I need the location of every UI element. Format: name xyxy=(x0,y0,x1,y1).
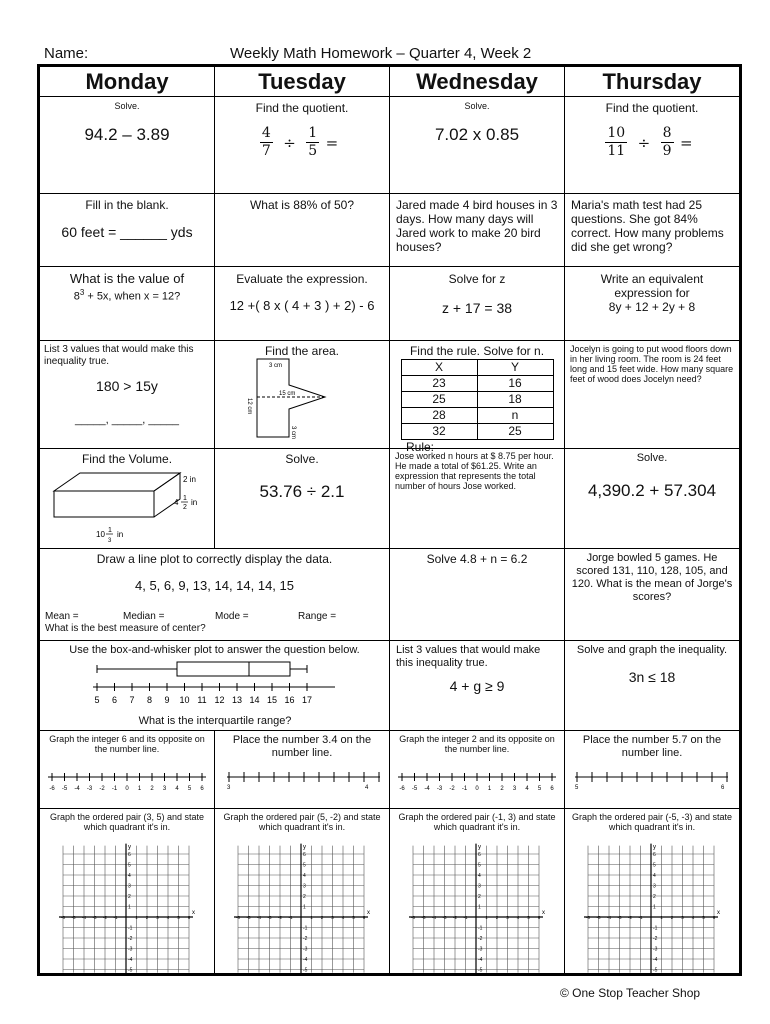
y-axis-label: y xyxy=(653,844,656,851)
tick-label: 3 xyxy=(162,786,167,792)
r6-data: 4, 5, 6, 9, 13, 14, 14, 14, 15 xyxy=(134,578,294,593)
x-tick-label: -3 xyxy=(442,915,447,920)
x-tick-label: -1 xyxy=(463,915,468,920)
r1-wed-instr: Solve. xyxy=(464,101,490,111)
length-den: 3 xyxy=(108,538,112,544)
tick-label: 0 xyxy=(475,786,479,792)
tick-label: 0 xyxy=(125,786,129,792)
worksheet-title: Weekly Math Homework – Quarter 4, Week 2 xyxy=(230,45,532,62)
r1-thu-instr: Find the quotient. xyxy=(605,101,699,115)
y-tick-label: -5 xyxy=(653,967,658,974)
tick-label: 13 xyxy=(231,695,243,705)
r6-wed xyxy=(390,549,565,640)
r5-thu xyxy=(565,449,739,548)
coordinate-grid xyxy=(579,837,729,973)
prism-figure xyxy=(50,467,210,545)
r7-thu xyxy=(565,641,739,730)
height-label: 2 in xyxy=(183,475,196,484)
r9-tue xyxy=(215,809,390,973)
r8-thu-text: Place the number 5.7 on the number line. xyxy=(582,734,722,759)
r4-tue xyxy=(215,341,390,448)
table-row: 23 16 xyxy=(401,376,553,392)
width-num: 1 xyxy=(183,495,187,502)
r4-tue-instr: Find the area. xyxy=(264,344,340,358)
x-tick-label: 5 xyxy=(527,915,530,920)
decimal-number-line xyxy=(573,769,733,795)
r8-tue xyxy=(215,731,390,808)
tick-label: 9 xyxy=(164,695,170,705)
tick-label: 6 xyxy=(550,786,554,792)
tick-label: -3 xyxy=(86,786,93,792)
r8-mon-text: Graph the integer 6 and its opposite on the number line. xyxy=(49,734,205,754)
r4-mon-expr: 180 > 15y xyxy=(96,378,158,394)
r9-wed xyxy=(390,809,565,973)
r5-mon-instr: Find the Volume. xyxy=(81,452,173,466)
x-tick-label: -3 xyxy=(267,915,272,920)
svg-text:6: 6 xyxy=(721,785,725,791)
r4-thu xyxy=(565,341,739,448)
day-tuesday: Tuesday xyxy=(215,67,390,96)
y-tick-label: -5 xyxy=(303,967,308,974)
x-tick-label: 6 xyxy=(187,915,191,920)
tick-label: 6 xyxy=(111,695,118,705)
width-unit: in xyxy=(191,498,198,507)
r9-thu-text: Graph the ordered pair (-5, -3) and state which quadrant it's in. xyxy=(571,812,733,832)
y-tick-label: -1 xyxy=(478,925,483,932)
r1-wed xyxy=(390,97,565,193)
equals-sign: = xyxy=(325,133,339,152)
r9-wed-text: Graph the ordered pair (-1, 3) and state which quadrant it's in. xyxy=(398,812,556,832)
x-tick-label: 3 xyxy=(681,915,684,920)
y-tick-label: 6 xyxy=(653,852,656,858)
copyright-footer: © One Stop Teacher Shop xyxy=(560,986,701,1000)
r2-mon xyxy=(40,194,215,266)
x-tick-label: 4 xyxy=(166,915,170,920)
tick-label: 8 xyxy=(146,695,153,705)
x-tick-label: 6 xyxy=(537,915,541,920)
row-7 xyxy=(40,641,739,731)
x-tick-label: -5 xyxy=(421,915,426,920)
r5-wed xyxy=(390,449,565,548)
x-tick-label: -6 xyxy=(585,915,591,920)
length-whole: 10 xyxy=(96,530,105,539)
svg-text:3: 3 xyxy=(227,785,231,791)
tick-label: -2 xyxy=(449,786,455,792)
r5-thu-expr: 4,390.2 + 57.304 xyxy=(587,481,717,500)
r1-tue-fractions xyxy=(215,125,389,160)
label-right: 3 cm xyxy=(290,426,296,440)
r8-thu xyxy=(565,731,739,808)
box-plot xyxy=(85,657,345,715)
r9-thu xyxy=(565,809,739,973)
tick-label: 1 xyxy=(137,786,142,792)
y-tick-label: -2 xyxy=(303,936,308,942)
row-4 xyxy=(40,341,739,454)
r1-tue xyxy=(215,97,390,193)
mode-label: Mode = xyxy=(215,611,249,622)
r7-left xyxy=(40,641,390,730)
width-den: 2 xyxy=(183,504,187,511)
label-left: 12 cm xyxy=(246,398,252,415)
x-tick-label: -4 xyxy=(431,915,437,920)
x-tick-label: 4 xyxy=(691,915,695,920)
y-tick-label: -1 xyxy=(303,925,308,932)
x-tick-label: -5 xyxy=(596,915,601,920)
y-tick-label: 2 xyxy=(478,894,481,900)
y-tick-label: -5 xyxy=(478,967,483,974)
y-tick-label: -5 xyxy=(128,967,133,974)
r6-thu-text: Jorge bowled 5 games. He scored 131, 110, 128, 105, and 120. What is the mean of Jorge's scores? xyxy=(571,552,733,603)
r9-tue-text: Graph the ordered pair (5, -2) and state which quadrant it's in. xyxy=(223,812,381,832)
y-tick-label: 2 xyxy=(653,894,656,900)
r2-thu-text: Maria's math test had 25 questions. She got 84% correct. How many problems did she get wrong? xyxy=(571,198,724,254)
tick-label: 4 xyxy=(525,786,529,792)
x-tick-label: -3 xyxy=(617,915,622,920)
table-row: 32 25 xyxy=(401,424,553,440)
day-monday: Monday xyxy=(40,67,215,96)
tick-label: 16 xyxy=(284,695,295,705)
row-3 xyxy=(40,267,739,341)
x-tick-label: -5 xyxy=(71,915,76,920)
y-axis-label: y xyxy=(303,844,306,851)
y-tick-label: -2 xyxy=(478,936,483,942)
r5-tue-expr: 53.76 ÷ 2.1 xyxy=(259,482,345,501)
x-tick-label: -6 xyxy=(235,915,241,920)
r1-wed-expr: 7.02 x 0.85 xyxy=(434,125,520,144)
x-tick-label: -6 xyxy=(410,915,416,920)
r4-wed xyxy=(390,341,565,454)
r2-mon-expr: 60 feet = ______ yds xyxy=(61,224,193,240)
row-9 xyxy=(40,809,739,973)
tick-label: 4 xyxy=(175,786,179,792)
r7-thu-instr: Solve and graph the inequality. xyxy=(576,644,728,656)
tick-label: 3 xyxy=(512,786,517,792)
length-unit: in xyxy=(117,530,124,539)
r3-thu-line2: expression for xyxy=(614,286,690,300)
y-tick-label: 5 xyxy=(303,862,306,869)
y-tick-label: -3 xyxy=(303,946,308,953)
r3-wed-expr: z + 17 = 38 xyxy=(441,300,513,316)
tick-label: 17 xyxy=(301,695,313,705)
r2-thu xyxy=(565,194,739,266)
r2-mon-instr: Fill in the blank. xyxy=(85,198,169,212)
y-tick-label: 6 xyxy=(128,852,131,858)
x-tick-label: 6 xyxy=(712,915,716,920)
row-6 xyxy=(40,549,739,641)
label-top: 3 cm xyxy=(269,363,283,369)
x-tick-label: -4 xyxy=(81,915,87,920)
r4-mon-text: List 3 values that would make this inequality true. xyxy=(44,344,194,367)
r3-tue xyxy=(215,267,390,340)
svg-text:5: 5 xyxy=(575,785,579,791)
r3-wed-instr: Solve for z xyxy=(448,272,506,286)
x-tick-label: 6 xyxy=(362,915,366,920)
tick-label: 5 xyxy=(94,695,100,705)
r8-tue-text: Place the number 3.4 on the number line. xyxy=(232,734,372,759)
svg-text:4: 4 xyxy=(365,785,369,791)
r1-thu xyxy=(565,97,739,193)
table-row: 28 n xyxy=(401,408,553,424)
area-figure xyxy=(247,357,367,447)
x-tick-label: 5 xyxy=(177,915,180,920)
fraction-4-7: $\frac{4}{7}$ xyxy=(261,125,271,159)
homework-grid xyxy=(37,64,742,976)
tick-label: 15 xyxy=(266,695,278,705)
x-tick-label: 5 xyxy=(352,915,355,920)
x-tick-label: -2 xyxy=(452,915,458,920)
x-tick-label: -2 xyxy=(627,915,633,920)
x-tick-label: 4 xyxy=(516,915,520,920)
tick-label: -5 xyxy=(411,786,418,792)
fraction-8-9: $\frac{8}{9}$ xyxy=(662,125,672,159)
tick-label: 1 xyxy=(487,786,492,792)
y-tick-label: 5 xyxy=(478,862,481,869)
box-plot-axis xyxy=(94,683,312,705)
iqr-question: What is the interquartile range? xyxy=(138,715,292,727)
tick-label: -4 xyxy=(424,786,430,792)
y-tick-label: 1 xyxy=(128,904,131,911)
r6-instr: Draw a line plot to correctly display the data. xyxy=(96,552,333,566)
x-tick-label: -5 xyxy=(246,915,251,920)
r3-tue-instr: Evaluate the expression. xyxy=(236,272,368,286)
row-5 xyxy=(40,449,739,549)
r3-mon-instr: What is the value of xyxy=(69,271,185,286)
r1-mon-expr: 94.2 – 3.89 xyxy=(84,125,170,144)
y-tick-label: -4 xyxy=(303,957,308,963)
y-tick-label: 3 xyxy=(653,883,656,890)
y-tick-label: 4 xyxy=(653,873,656,879)
x-axis-label: x xyxy=(192,910,195,916)
r1-mon-instr: Solve. xyxy=(114,101,140,111)
y-tick-label: -4 xyxy=(128,957,133,963)
range-label: Range = xyxy=(298,611,337,622)
divide-sign: ÷ xyxy=(283,133,296,152)
x-axis-label: x xyxy=(542,910,545,916)
r9-mon xyxy=(40,809,215,973)
x-tick-label: 2 xyxy=(145,915,149,920)
tick-label: -5 xyxy=(61,786,68,792)
r1-mon xyxy=(40,97,215,193)
r4-mon xyxy=(40,341,215,448)
table-row: 25 18 xyxy=(401,392,553,408)
y-tick-label: 3 xyxy=(478,883,481,890)
x-tick-label: -1 xyxy=(638,915,643,920)
x-axis-label: x xyxy=(367,910,370,916)
y-tick-label: 5 xyxy=(128,862,131,869)
tick-label: -2 xyxy=(99,786,105,792)
tick-label: -6 xyxy=(49,786,55,792)
x-tick-label: -4 xyxy=(256,915,262,920)
r4-wed-instr: Find the rule. Solve for n. xyxy=(409,344,545,358)
width-whole: 4 xyxy=(174,498,179,507)
y-tick-label: 4 xyxy=(303,873,306,879)
y-tick-label: 4 xyxy=(128,873,131,879)
integer-number-line xyxy=(46,769,211,795)
x-tick-label: 2 xyxy=(320,915,324,920)
median-label: Median = xyxy=(123,611,165,622)
y-tick-label: -1 xyxy=(128,925,133,932)
fraction-10-11: $\frac{10}{11}$ xyxy=(607,125,626,159)
label-mid: 15 cm xyxy=(279,391,296,397)
r6-wed-instr: Solve 4.8 + n = 6.2 xyxy=(426,552,528,566)
day-wednesday: Wednesday xyxy=(390,67,565,96)
x-axis-label: x xyxy=(717,910,720,916)
y-tick-label: 1 xyxy=(303,904,306,911)
x-tick-label: 1 xyxy=(310,915,313,920)
x-tick-label: 1 xyxy=(135,915,138,920)
r4-mon-blanks: _____, _____, _____ xyxy=(75,414,179,426)
day-thursday: Thursday xyxy=(602,69,702,94)
tick-label: 2 xyxy=(500,786,504,792)
name-label: Name: xyxy=(44,45,89,62)
x-tick-label: -1 xyxy=(113,915,118,920)
r7-instr: Use the box-and-whisker plot to answer the question below. xyxy=(69,644,360,656)
r6-left xyxy=(40,549,390,640)
y-tick-label: 3 xyxy=(128,883,131,890)
y-tick-label: 6 xyxy=(478,852,481,858)
tick-label: 5 xyxy=(537,786,542,792)
x-tick-label: 5 xyxy=(702,915,705,920)
y-tick-label: -3 xyxy=(128,946,133,953)
coordinate-grid xyxy=(229,837,379,973)
decimal-number-line xyxy=(225,769,385,795)
r6-thu xyxy=(565,549,739,640)
y-axis-label: y xyxy=(128,844,131,851)
x-tick-label: 2 xyxy=(670,915,674,920)
r2-wed-text: Jared made 4 bird houses in 3 days. How many days will Jared work to make 20 bird houses? xyxy=(396,198,558,254)
tick-label: -3 xyxy=(436,786,443,792)
y-tick-label: 6 xyxy=(303,852,306,858)
y-tick-label: -4 xyxy=(478,957,483,963)
r2-wed xyxy=(390,194,565,266)
row-2 xyxy=(40,194,739,267)
coordinate-grid xyxy=(404,837,554,973)
y-tick-label: 2 xyxy=(303,894,306,900)
r7-wed-expr: 4 + g ≥ 9 xyxy=(449,678,505,694)
best-measure-question: What is the best measure of center? xyxy=(45,623,206,634)
integer-number-line xyxy=(396,769,561,795)
y-axis-label: y xyxy=(478,844,481,851)
day-header-row xyxy=(40,67,739,97)
y-tick-label: 5 xyxy=(653,862,656,869)
r1-tue-instr: Find the quotient. xyxy=(255,101,349,115)
mean-label: Mean = xyxy=(45,611,79,622)
x-tick-label: -4 xyxy=(606,915,612,920)
y-tick-label: -3 xyxy=(478,946,483,953)
y-tick-label: 1 xyxy=(478,904,481,911)
x-tick-label: 3 xyxy=(506,915,509,920)
tick-label: 6 xyxy=(200,786,204,792)
r3-mon-expr: $8^3 + 5x$, when x = 12? xyxy=(73,288,181,303)
r5-mon xyxy=(40,449,215,548)
tick-label: 2 xyxy=(150,786,154,792)
r5-tue xyxy=(215,449,390,548)
tick-label: -1 xyxy=(111,786,118,792)
r2-tue xyxy=(215,194,390,266)
length-num: 1 xyxy=(108,527,112,534)
r3-thu-line1: Write an equivalent xyxy=(600,272,704,286)
r1-thu-fractions xyxy=(565,125,739,160)
r8-wed xyxy=(390,731,565,808)
r3-tue-expr: 12 +( 8 x ( 4 + 3 ) + 2) - 6 xyxy=(229,298,375,313)
row-8 xyxy=(40,731,739,809)
x-tick-label: 3 xyxy=(331,915,334,920)
coordinate-grid xyxy=(54,837,204,973)
y-tick-label: 4 xyxy=(478,873,481,879)
y-tick-label: -2 xyxy=(653,936,658,942)
y-tick-label: -4 xyxy=(653,957,658,963)
x-tick-label: 2 xyxy=(495,915,499,920)
x-tick-label: 3 xyxy=(156,915,159,920)
r8-wed-text: Graph the integer 2 and its opposite on the number line. xyxy=(399,734,555,754)
r2-tue-instr: What is 88% of 50? xyxy=(249,198,355,212)
tick-label: 7 xyxy=(129,695,135,705)
x-tick-label: -3 xyxy=(92,915,97,920)
x-tick-label: -2 xyxy=(277,915,283,920)
x-tick-label: 1 xyxy=(485,915,488,920)
r3-wed xyxy=(390,267,565,340)
y-tick-label: 3 xyxy=(303,883,306,890)
tick-label: -1 xyxy=(461,786,468,792)
x-tick-label: -6 xyxy=(60,915,66,920)
tick-label: 14 xyxy=(249,695,260,705)
r7-wed-text: List 3 values that would make this inequality true. xyxy=(396,644,541,669)
r7-thu-expr: 3n ≤ 18 xyxy=(628,669,676,685)
y-tick-label: 1 xyxy=(653,904,656,911)
rule-table xyxy=(401,359,554,440)
divide-sign: ÷ xyxy=(637,133,651,152)
tick-label: 11 xyxy=(197,695,207,705)
x-tick-label: -2 xyxy=(102,915,108,920)
x-tick-label: -1 xyxy=(288,915,293,920)
r5-tue-instr: Solve. xyxy=(285,452,319,466)
tick-label: -4 xyxy=(74,786,80,792)
x-tick-label: 4 xyxy=(341,915,345,920)
r9-mon-text: Graph the ordered pair (3, 5) and state which quadrant it's in. xyxy=(49,812,205,832)
r5-thu-instr: Solve. xyxy=(636,452,668,464)
r4-thu-text: Jocelyn is going to put wood floors down in her living room. The room is 24 feet long and 15 feet wide. How many square feet of wood does Jocelyn need? xyxy=(570,344,734,384)
equals-sign: = xyxy=(680,133,693,152)
tick-label: -6 xyxy=(399,786,405,792)
tick-label: 12 xyxy=(214,695,225,705)
y-tick-label: -1 xyxy=(653,925,658,932)
rule-label: Rule: xyxy=(406,440,435,454)
fraction-1-5: $\frac{1}{5}$ xyxy=(308,125,318,159)
x-tick-label: 1 xyxy=(660,915,663,920)
r3-thu xyxy=(565,267,739,340)
y-tick-label: -2 xyxy=(128,936,133,942)
tick-label: 5 xyxy=(187,786,192,792)
r8-mon xyxy=(40,731,215,808)
r3-mon xyxy=(40,267,215,340)
r3-thu-line3: 8y + 12 + 2y + 8 xyxy=(608,300,696,314)
table-header: X Y xyxy=(401,360,553,376)
y-tick-label: -3 xyxy=(653,946,658,953)
r5-wed-text: Jose worked n hours at $ 8.75 per hour. He made a total of $61.25. Write an expression that represents the total number of hours Jose worked. xyxy=(395,451,554,491)
tick-label: 10 xyxy=(179,695,190,705)
r7-wed xyxy=(390,641,565,730)
row-1 xyxy=(40,97,739,194)
y-tick-label: 2 xyxy=(128,894,131,900)
